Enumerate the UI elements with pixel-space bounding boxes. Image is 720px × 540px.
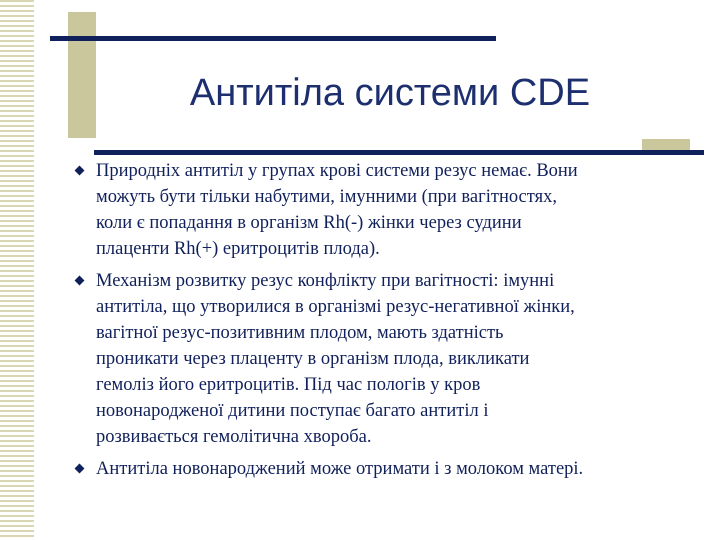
bullet-line: антитіла, що утворилися в організмі резус-негативної жінки, (96, 297, 575, 317)
diamond-bullet-icon (75, 276, 85, 286)
bullet-line: коли є попадання в організм Rh(-) жінки через судини (96, 213, 522, 233)
diamond-bullet-icon (75, 166, 85, 176)
top-navy-rule (50, 36, 496, 41)
bullet-line: вагітної резус-позитивним плодом, мають здатність (96, 323, 504, 343)
bullet-item-conflict-mechanism (72, 268, 702, 450)
bullet-line: можуть бути тільки набутими, імунними (при вагітностях, (96, 187, 557, 207)
slide-title: Антитіла системи CDE (189, 72, 591, 114)
left-stripes-decoration (0, 0, 34, 540)
bullet-item-breast-milk (72, 456, 702, 482)
bullet-line: новонародженої дитини поступає багато антитіл і (96, 401, 489, 421)
title-underline-rule (94, 150, 704, 155)
bullet-item-rh-antibodies (72, 158, 702, 262)
right-olive-block (642, 139, 690, 150)
bullet-line: Механізм розвитку резус конфлікту при вагітності: імунні (96, 271, 555, 291)
top-olive-block (68, 12, 96, 138)
bullet-line: Природніх антитіл у групах крові системи резус немає. Вони (96, 161, 578, 181)
bullet-list (72, 158, 702, 488)
diamond-bullet-icon (75, 464, 85, 474)
bullet-line: гемоліз його еритроцитів. Під час пологів у кров (96, 375, 481, 395)
bullet-line: проникати через плаценту в організм плода, викликати (96, 349, 530, 369)
bullet-line: плаценти Rh(+) еритроцитів плода). (96, 239, 380, 259)
bullet-line: розвивається гемолітична хвороба. (96, 427, 372, 447)
bullet-line: Антитіла новонароджений може отримати і з молоком матері. (96, 459, 584, 479)
